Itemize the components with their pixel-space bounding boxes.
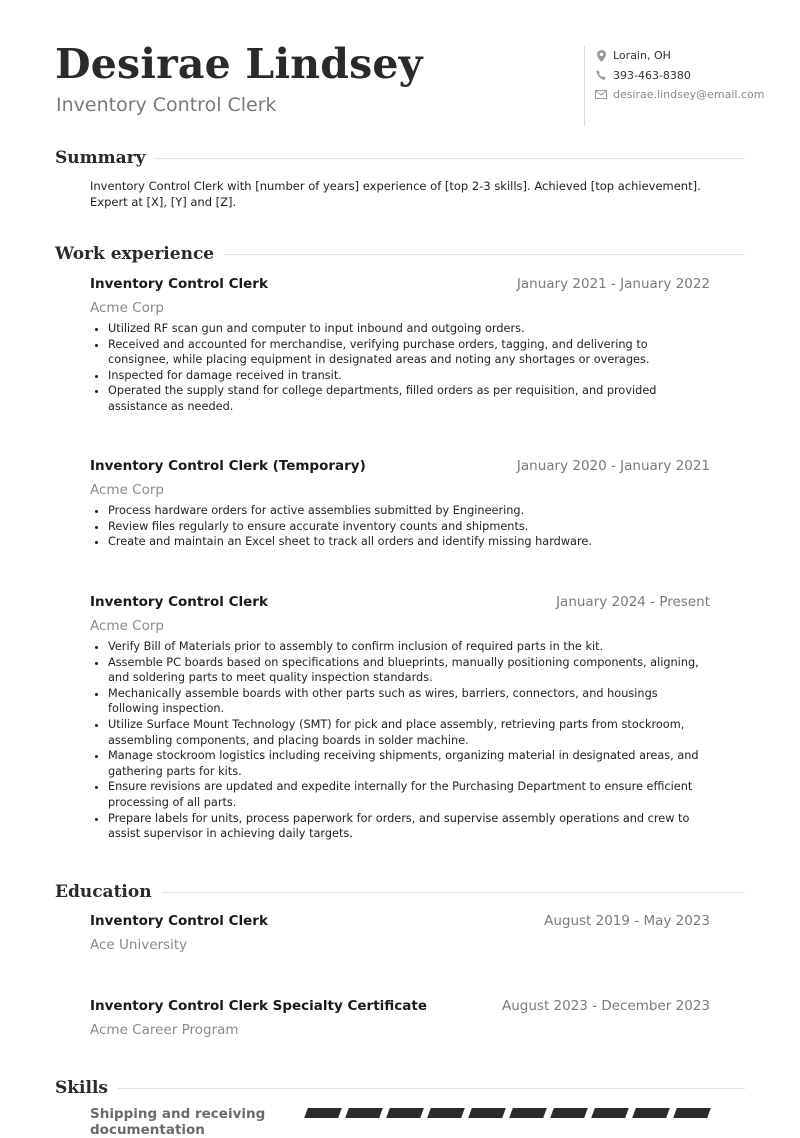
job-title: Inventory Control Clerk bbox=[90, 276, 268, 292]
bullet-item: • Manage stockroom logistics including receiving shipments, organizing material in designated areas, and gathering parts for kits. bbox=[108, 748, 710, 779]
work-entry bbox=[90, 458, 710, 550]
bullet-item: • Utilized RF scan gun and computer to input inbound and outgoing orders. bbox=[108, 321, 710, 337]
section-work-experience bbox=[55, 244, 745, 264]
education-entry bbox=[90, 998, 710, 1038]
education-dates: August 2023 - December 2023 bbox=[502, 998, 710, 1014]
skill-level-segment bbox=[632, 1108, 670, 1118]
job-dates: January 2020 - January 2021 bbox=[516, 458, 710, 474]
section-divider bbox=[224, 254, 745, 255]
job-title: Inventory Control Clerk (Temporary) bbox=[90, 458, 366, 474]
section-education bbox=[55, 882, 745, 902]
bullet-item: • Process hardware orders for active assemblies submitted by Engineering. bbox=[108, 503, 710, 519]
bullet-item: • Received and accounted for merchandise, verifying purchase orders, tagging, and delivering to consignee, while placing equipment in designated areas and noting any shortages or overages. bbox=[108, 337, 710, 368]
skill-level-segment bbox=[468, 1108, 506, 1118]
company-name: Acme Corp bbox=[90, 618, 164, 634]
job-dates: January 2021 - January 2022 bbox=[516, 276, 710, 292]
job-bullets bbox=[90, 639, 710, 842]
section-divider bbox=[155, 158, 745, 159]
bullet-item: • Assemble PC boards based on specifications and blueprints, manually positioning components, aligning, and soldering parts to meet quality inspection standards. bbox=[108, 655, 710, 686]
phone-text: 393-463-8380 bbox=[613, 68, 691, 82]
institution-name: Ace University bbox=[90, 937, 188, 953]
bullet-item: • Ensure revisions are updated and expedite internally for the Purchasing Department to ensure efficient processing of all parts. bbox=[108, 779, 710, 810]
contact-block bbox=[584, 46, 784, 126]
section-title-work: Work experience bbox=[55, 244, 215, 264]
work-entry bbox=[90, 276, 710, 415]
bullet-item: • Mechanically assemble boards with other parts such as wires, barriers, connectors, and housings following inspection. bbox=[108, 686, 710, 717]
section-divider bbox=[118, 1088, 745, 1089]
skill-level-segment bbox=[345, 1108, 383, 1118]
company-name: Acme Corp bbox=[90, 300, 164, 316]
contact-phone bbox=[595, 66, 784, 86]
skill-level-segment bbox=[673, 1108, 711, 1118]
institution-name: Acme Career Program bbox=[90, 1022, 239, 1038]
work-entry bbox=[90, 594, 710, 842]
degree-title: Inventory Control Clerk bbox=[90, 913, 268, 929]
skill-name: Shipping and receiving bbox=[90, 1106, 266, 1122]
section-title-summary: Summary bbox=[55, 148, 146, 168]
mail-icon bbox=[595, 89, 607, 101]
education-entry bbox=[90, 913, 710, 953]
location-text: Lorain, OH bbox=[613, 49, 671, 63]
email-link[interactable]: desirae.lindsey@email.com bbox=[613, 88, 765, 102]
bullet-item: • Review files regularly to ensure accurate inventory counts and shipments. bbox=[108, 519, 710, 535]
job-title: Inventory Control Clerk bbox=[90, 594, 268, 610]
bullet-item: • Create and maintain an Excel sheet to track all orders and identify missing hardware. bbox=[108, 534, 710, 550]
skill-level-segment bbox=[591, 1108, 629, 1118]
skill-level-segment bbox=[509, 1108, 547, 1118]
section-title-skills: Skills bbox=[55, 1078, 109, 1098]
bullet-item: • Utilize Surface Mount Technology (SMT) for pick and place assembly, retrieving parts from stockroom, assembling components, and placing boards in solder machine. bbox=[108, 717, 710, 748]
education-dates: August 2019 - May 2023 bbox=[544, 913, 710, 929]
bullet-item: • Verify Bill of Materials prior to assembly to confirm inclusion of required parts in the kit. bbox=[108, 639, 710, 655]
section-title-education: Education bbox=[55, 882, 152, 902]
job-bullets bbox=[90, 503, 710, 550]
company-name: Acme Corp bbox=[90, 482, 164, 498]
candidate-name: Desirae Lindsey bbox=[55, 40, 423, 88]
candidate-title: Inventory Control Clerk bbox=[56, 94, 277, 116]
phone-icon bbox=[595, 69, 607, 81]
skill-level-segment bbox=[427, 1108, 465, 1118]
bullet-item: • Operated the supply stand for college departments, filled orders as per requisition, and provided assistance as needed. bbox=[108, 383, 710, 414]
contact-email[interactable] bbox=[595, 85, 784, 105]
bullet-item: • Prepare labels for units, process paperwork for orders, and supervise assembly operations and crew to assist supervisor in achieving daily targets. bbox=[108, 811, 710, 842]
contact-location bbox=[595, 46, 784, 66]
summary-text: Inventory Control Clerk with [number of years] experience of [top 2-3 skills]. Achieved [top achievement]. Expert at [X], [Y] and [Z]. bbox=[90, 179, 701, 209]
section-summary bbox=[55, 148, 745, 168]
skill-level-meter bbox=[306, 1108, 716, 1118]
section-divider bbox=[162, 892, 745, 893]
job-dates: January 2024 - Present bbox=[556, 594, 710, 610]
skill-level-segment bbox=[550, 1108, 588, 1118]
section-skills bbox=[55, 1078, 745, 1098]
degree-title: Inventory Control Clerk Specialty Certificate bbox=[90, 998, 428, 1014]
skill-name-continued: documentation bbox=[90, 1122, 205, 1138]
skill-level-segment bbox=[386, 1108, 424, 1118]
location-pin-icon bbox=[595, 50, 607, 62]
job-bullets bbox=[90, 321, 710, 415]
skill-level-segment bbox=[304, 1108, 342, 1118]
bullet-item: • Inspected for damage received in transit. bbox=[108, 368, 710, 384]
